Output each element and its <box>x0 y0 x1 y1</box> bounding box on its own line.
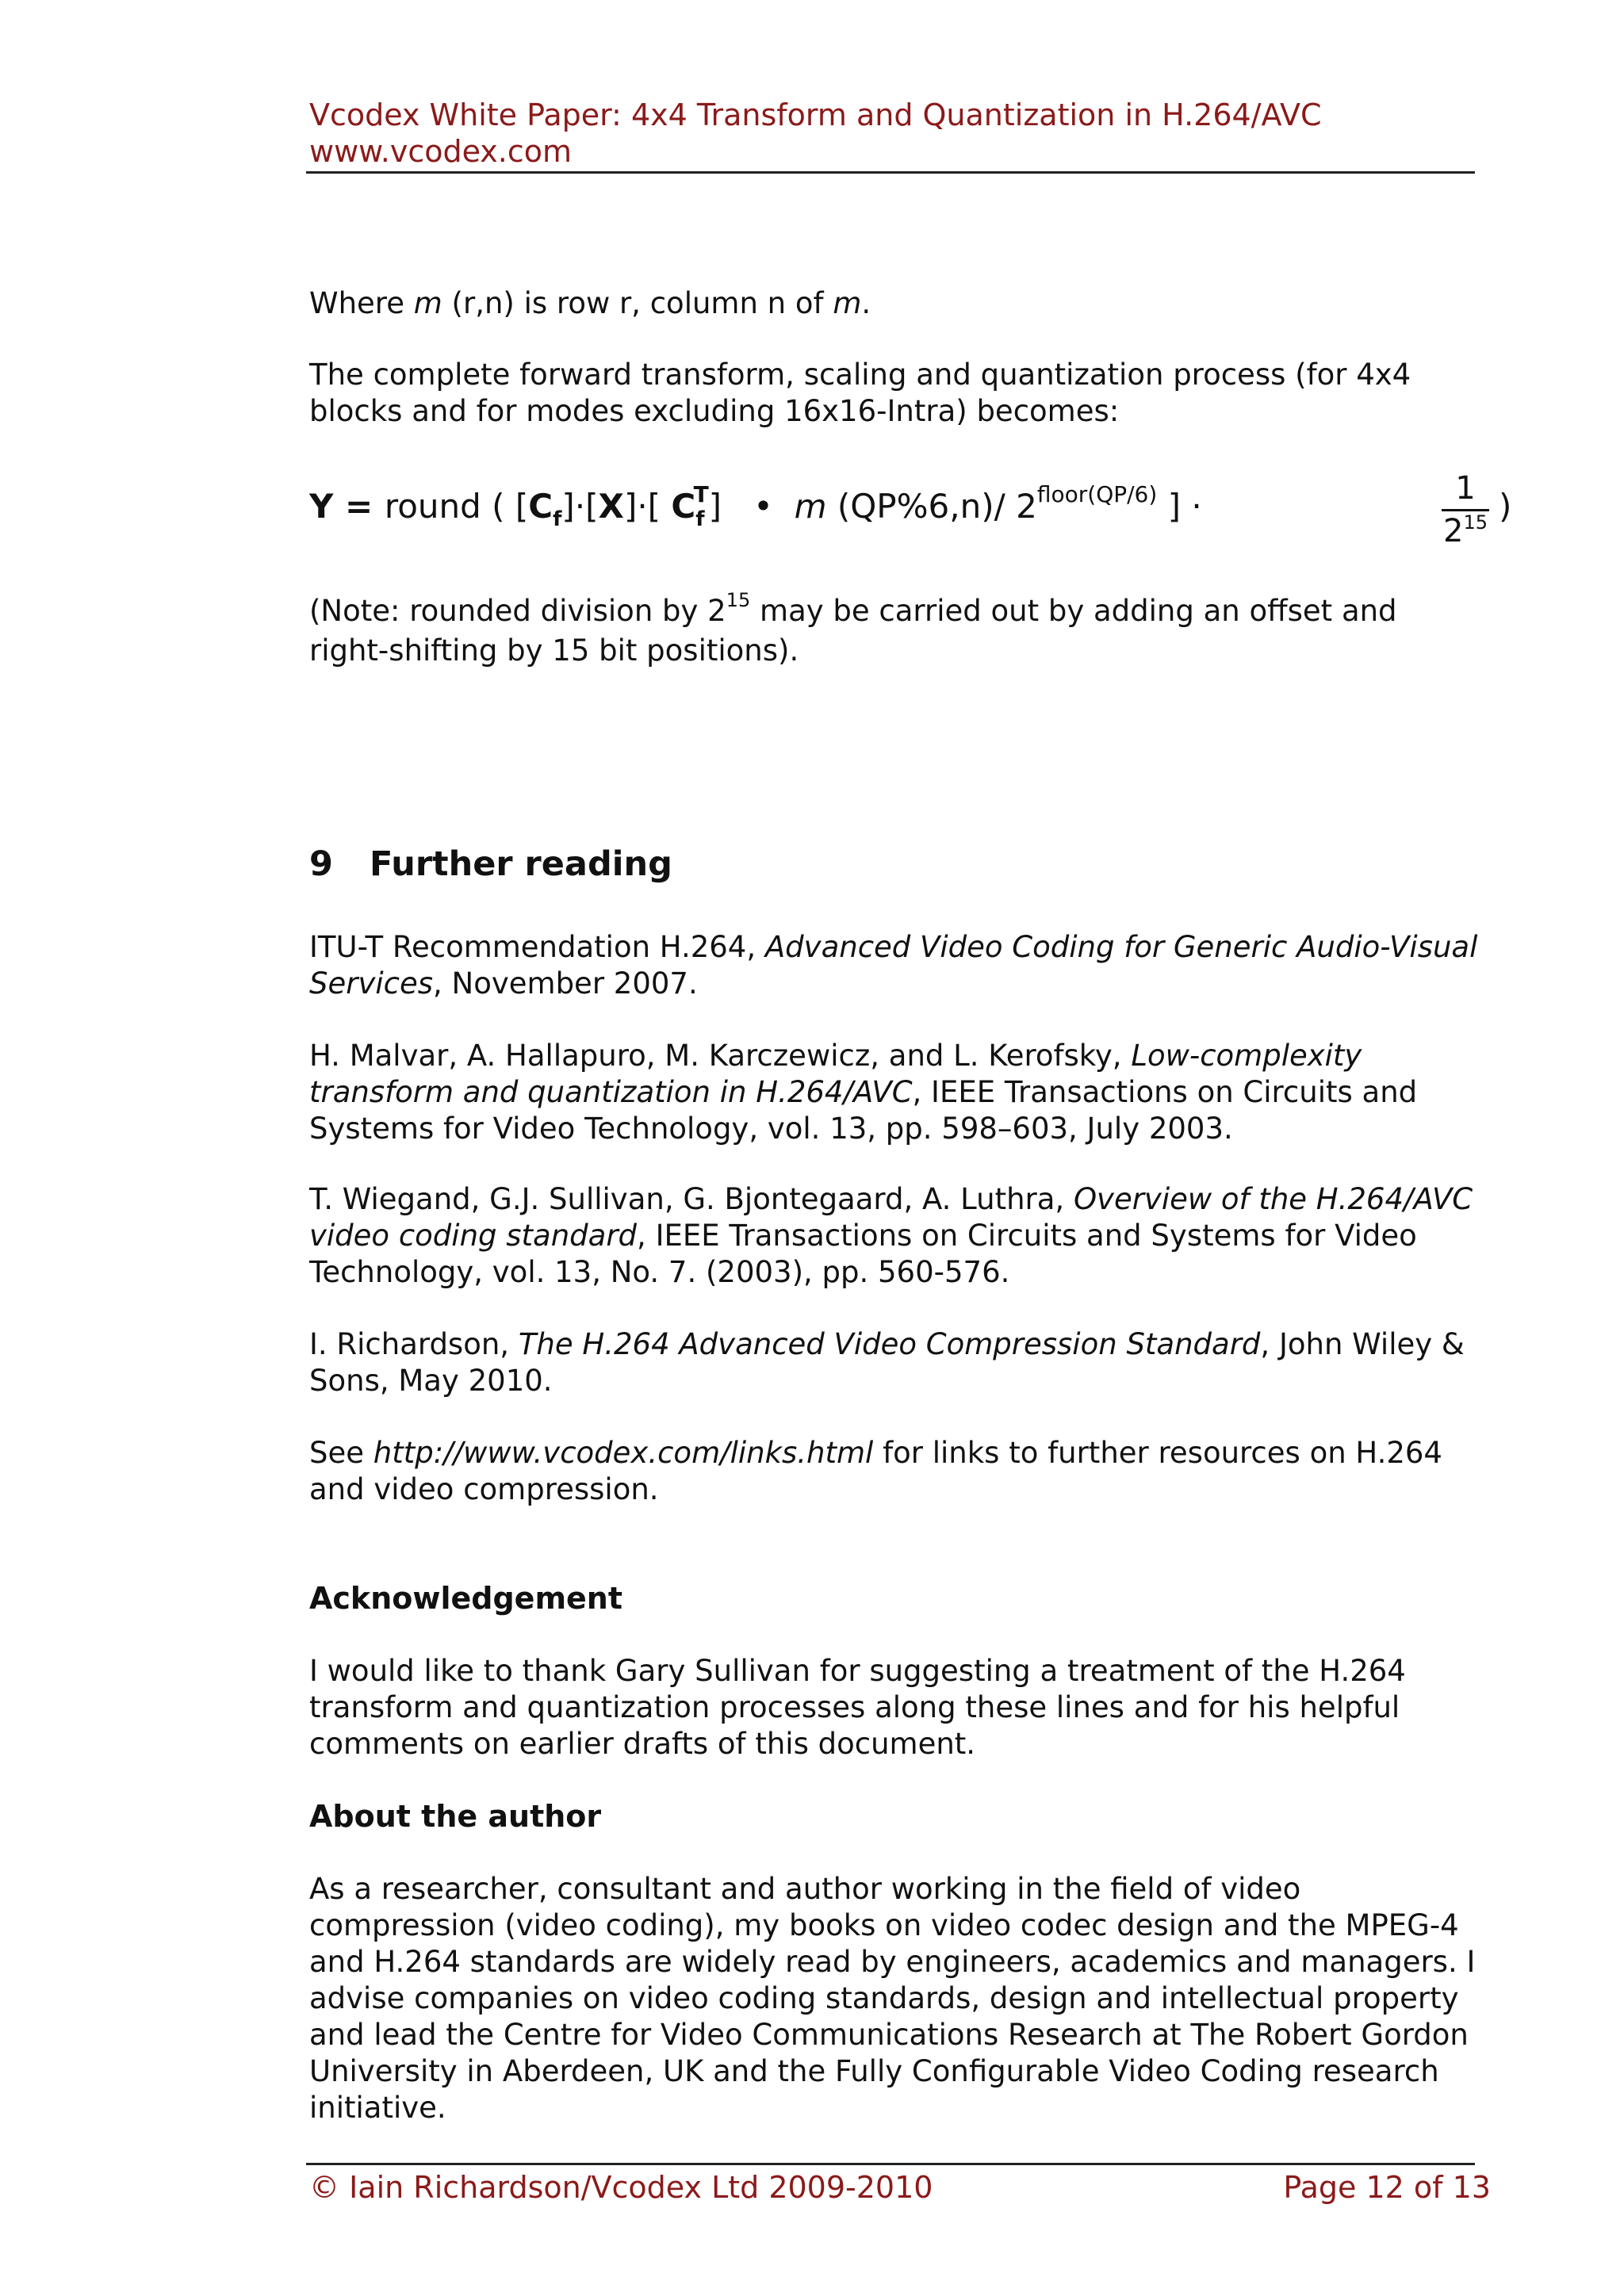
eq-y: Y <box>309 487 334 526</box>
footer-copyright: © Iain Richardson/Vcodex Ltd 2009-2010 <box>309 2170 933 2205</box>
eq-close-dot: ] · <box>1157 487 1213 526</box>
text-span: Where <box>309 286 414 320</box>
reference-richardson <box>309 1326 1483 1399</box>
text-span: , November 2007. <box>433 966 698 1001</box>
where-paragraph <box>309 285 1483 322</box>
eq-cft: C <box>671 487 696 526</box>
page-header <box>309 97 1475 170</box>
acknowledgement-heading: Acknowledgement <box>309 1581 623 1616</box>
math-m: m <box>833 286 862 320</box>
eq-bullet: ] • <box>708 487 795 526</box>
eq-m: m <box>794 487 827 526</box>
links-url[interactable]: http://www.vcodex.com/links.html <box>373 1436 874 1470</box>
eq-bracket: ]·[ <box>561 487 599 526</box>
eq-cft-sub: f <box>695 507 705 531</box>
section-heading <box>309 842 672 886</box>
header-divider <box>306 171 1475 174</box>
note-paragraph <box>309 589 1483 669</box>
reference-wiegand <box>309 1181 1483 1291</box>
text-span: , IEEE Transactions on Circuits and Systems for Video Technology, vol. 13, No. 7. (2003), pp. 560-576. <box>309 1219 1417 1289</box>
section-number: 9 <box>309 844 333 884</box>
page-number: Page 12 of 13 <box>1283 2170 1491 2205</box>
text-span: T. Wiegand, G.J. Sullivan, G. Bjontegaard, A. Luthra, <box>309 1182 1074 1216</box>
note-exp: 15 <box>726 589 751 611</box>
page-footer <box>309 2169 1491 2206</box>
equation-main <box>309 481 1213 531</box>
reference-title: Low-complexity transform and quantization in H.264/AVC <box>309 1039 1362 1109</box>
text-span: ITU-T Recommendation H.264, <box>309 930 765 964</box>
den-base: 2 <box>1443 513 1464 549</box>
eq-equals: = <box>333 487 385 526</box>
text-span: H. Malvar, A. Hallapuro, M. Karczewicz, and L. Kerofsky, <box>309 1039 1132 1073</box>
text-span: , John Wiley & Sons, May 2010. <box>309 1327 1465 1398</box>
eq-qp: (QP%6,n)/ 2 <box>826 487 1037 526</box>
math-m: m <box>413 286 442 320</box>
reference-itu <box>309 929 1483 1002</box>
text-span: . <box>861 286 871 320</box>
header-url: www.vcodex.com <box>309 134 573 169</box>
complete-process-paragraph: The complete forward transform, scaling and quantization process (for 4x4 blocks and for modes excluding 16x16-Intra) becomes: <box>309 358 1411 428</box>
reference-malvar <box>309 1038 1483 1147</box>
footer-divider <box>306 2163 1475 2165</box>
eq-bracket: ]·[ <box>623 487 672 526</box>
text-span: for links to further resources on H.264 and video compression. <box>309 1436 1442 1506</box>
quantization-equation <box>309 469 1512 564</box>
fraction-denominator <box>1442 513 1489 553</box>
text-span: , IEEE Transactions on Circuits and Systems for Video Technology, vol. 13, pp. 598–603, July 2003. <box>309 1075 1418 1146</box>
section-title: Further reading <box>370 844 672 884</box>
acknowledgement-text: I would like to thank Gary Sullivan for suggesting a treatment of the H.264 transform and quantization processes along these lines and for his helpful comments on earlier drafts of this document. <box>309 1654 1406 1761</box>
about-author-heading: About the author <box>309 1799 602 1834</box>
eq-round: round ( [ <box>384 487 529 526</box>
eq-close-paren: ) <box>1499 487 1512 526</box>
reference-title: Advanced Video Coding for Generic Audio-Visual Services <box>309 930 1478 1001</box>
see-links-paragraph <box>309 1435 1483 1508</box>
eq-floor-sup: floor(QP/6) <box>1036 481 1158 507</box>
header-title: Vcodex White Paper: 4x4 Transform and Quantization in H.264/AVC <box>309 98 1322 132</box>
eq-fraction <box>1442 469 1489 553</box>
about-author-text: As a researcher, consultant and author working in the field of video compression (video coding), my books on video codec design and the MPEG-4 and H.264 standards are widely read by engineers, academics and managers. I advise companies on video coding standards, design and intellectual property and lead the Centre for Video Communications Research at The Robert Gordon University in Aberdeen, UK and the Fully Configurable Video Coding research initiative. <box>309 1872 1476 2125</box>
eq-cf: C <box>528 487 553 526</box>
eq-x: X <box>598 487 624 526</box>
eq-cft-sup: T <box>693 481 709 507</box>
text-span: (r,n) is row r, column n of <box>442 286 833 320</box>
text-span: (Note: rounded division by 2 <box>309 594 726 628</box>
text-span: See <box>309 1436 373 1470</box>
eq-cf-sub: f <box>553 507 562 531</box>
fraction-numerator: 1 <box>1455 470 1476 507</box>
text-span: I. Richardson, <box>309 1327 519 1361</box>
reference-title: Overview of the H.264/AVC video coding standard <box>309 1182 1473 1253</box>
den-exp: 15 <box>1463 511 1488 534</box>
reference-title: The H.264 Advanced Video Compression Standard <box>518 1327 1261 1361</box>
text-span: may be carried out by adding an offset and right-shifting by 15 bit positions). <box>309 594 1397 668</box>
